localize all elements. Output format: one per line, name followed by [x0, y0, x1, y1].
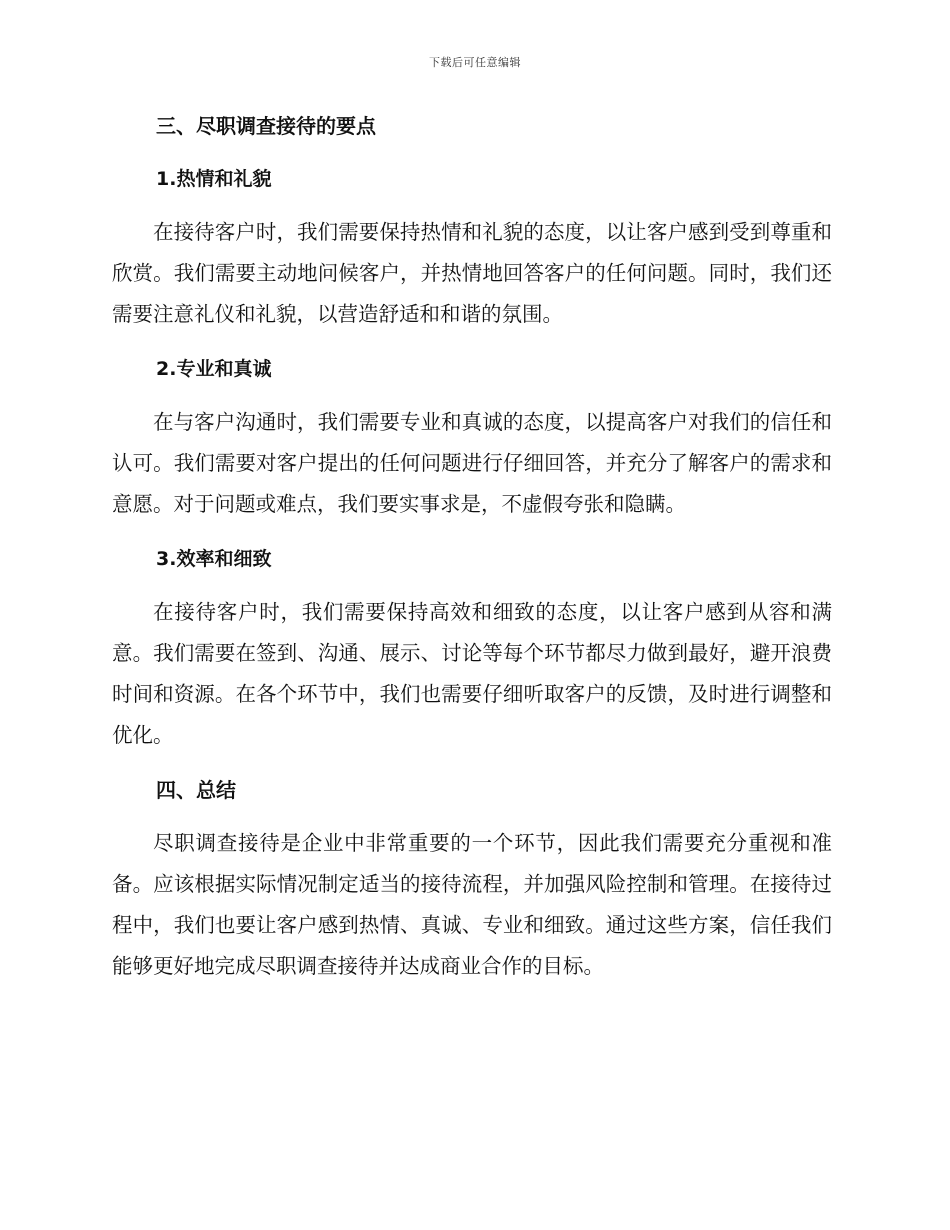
item-3-paragraph: 在接待客户时，我们需要保持高效和细致的态度，以让客户感到从容和满意。我们需要在签到、沟通、展示、讨论等每个环节都尽力做到最好，避开浪费时间和资源。在各个环节中，我们也需要仔细听取客户的反馈，及时进行调整和优化。: [112, 600, 832, 747]
item-1-paragraph: 在接待客户时，我们需要保持热情和礼貌的态度，以让客户感到受到尊重和欣赏。我们需要主动地问候客户，并热情地回答客户的任何问题。同时，我们还需要注意礼仪和礼貌，以营造舒适和和谐的氛围。: [112, 220, 832, 326]
page-header: 下载后可任意编辑: [429, 56, 521, 69]
item-2-paragraph: 在与客户沟通时，我们需要专业和真诚的态度，以提高客户对我们的信任和认可。我们需要对客户提出的任何问题进行仔细回答，并充分了解客户的需求和意愿。对于问题或难点，我们要实事求是，不虚假夸张和隐瞒。: [112, 410, 832, 516]
summary-paragraph: 尽职调查接待是企业中非常重要的一个环节，因此我们需要充分重视和准备。应该根据实际情况制定适当的接待流程，并加强风险控制和管理。在接待过程中，我们也要让客户感到热情、真诚、专业和细致。通过这些方案，信任我们能够更好地完成尽职调查接待并达成商业合作的目标。: [112, 831, 832, 978]
item-1-heading: 1.热情和礼貌: [156, 168, 272, 190]
item-2-heading: 2.专业和真诚: [156, 358, 272, 380]
document-body: [112, 106, 832, 987]
item-3-heading: 3.效率和细致: [156, 548, 272, 570]
section-4-heading: 四、总结: [156, 778, 236, 802]
section-3-heading: 三、尽职调查接待的要点: [156, 114, 376, 138]
